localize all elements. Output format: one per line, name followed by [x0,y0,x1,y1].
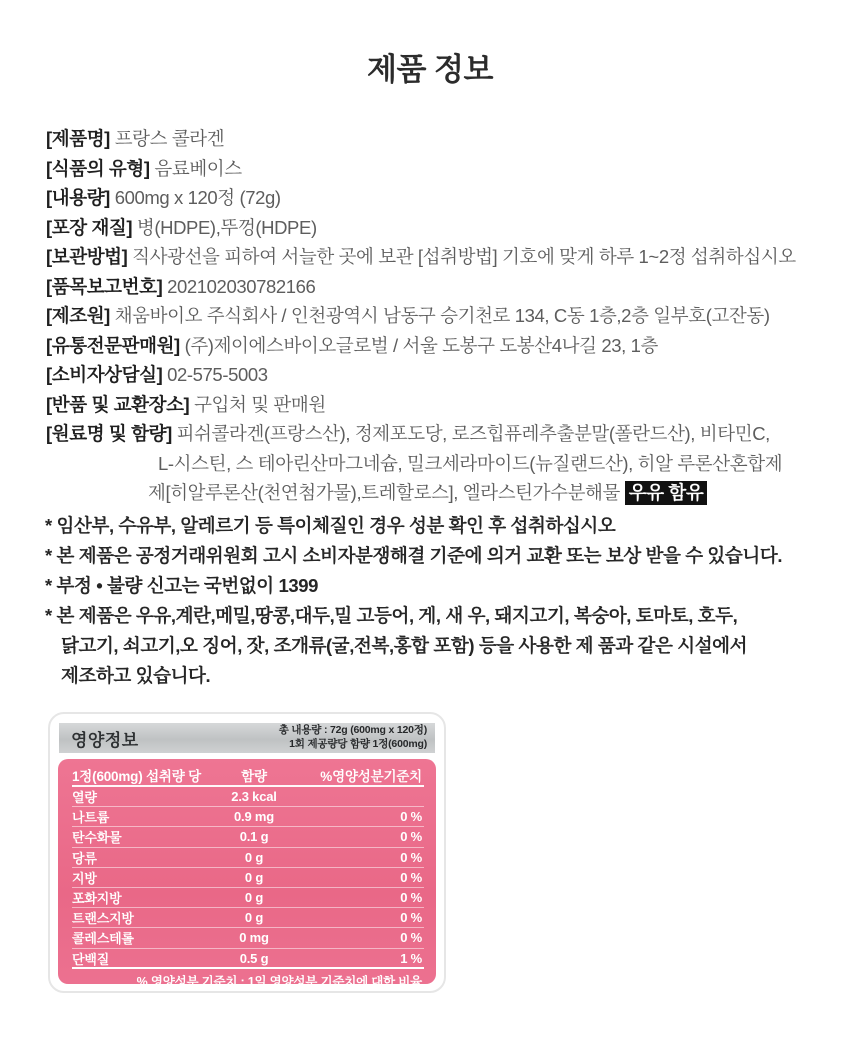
info-row-distributor [46,331,846,361]
field-label: [제조원] [46,305,110,326]
nutrition-row-sugars: 당류 0 g 0 % [72,848,424,868]
ingredients-text: 제[히알루론산(천연첨가물),트레할로스], 엘라스틴가수분해물 [148,482,620,503]
field-value: 02-575-5003 [167,364,268,385]
field-value: 피쉬콜라겐(프랑스산), 정제포도당, 로즈힙퓨레추출분말(폴란드산), 비타민C, [176,423,770,444]
allergen-milk-badge: 우유 함유 [625,481,708,505]
field-label: [포장 재질] [46,216,133,238]
field-label: [식품의 유형] [46,157,150,179]
nutrition-table-header-row [72,764,424,787]
field-value: 음료베이스 [154,157,242,179]
field-label: [유통전문판매원] [46,334,180,356]
info-row-ingredients [46,419,846,449]
info-row-report-number [46,272,846,302]
nutrition-row-carbohydrate: 탄수화물 0.1 g 0 % [72,827,424,847]
nutrition-row-saturated-fat: 포화지방 0 g 0 % [72,888,424,908]
nutrition-footnote: % 영양성분 기준치 : 1일 영양성분 기준치에 대한 비율 [136,974,422,989]
column-serving: 1정(600mg) 섭취량 당 [72,768,201,784]
info-row-product-name [46,124,846,154]
note-line: * 본 제품은 공정거래위원회 고시 소비자분쟁해결 기준에 의거 교환 또는 보상 받을 수 있습니다. [45,545,783,566]
field-value: (주)제이에스바이오글로벌 / 서울 도봉구 도봉산4나길 23, 1층 [184,334,658,356]
ingredients-continued-line [46,478,846,508]
product-info-list [46,124,846,508]
nutrition-title: 영양정보 [71,730,139,750]
field-label: [반품 및 교환장소] [46,393,190,415]
nutrition-row-protein: 단백질 0.5 g 1 % [72,949,424,969]
field-value: 600mg x 120정 (72g) [114,187,281,208]
nutrition-row-trans-fat: 트랜스지방 0 g 0 % [72,908,424,928]
note-line: * 본 제품은 우유,계란,메밀,땅콩,대두,밀 고등어, 게, 새 우, 돼지고기, 복숭아, 토마토, 호두, [45,605,738,626]
info-row-consumer-center [46,360,846,390]
field-value: 구입처 및 판매원 [194,393,326,415]
info-row-net-content [46,183,846,213]
note-line-continued: 제조하고 있습니다. [61,665,211,686]
caution-notes [45,511,845,691]
column-percent: %영양성분기준치 [320,768,422,784]
field-label: [원료명 및 함량] [46,423,172,444]
nutrition-total-line1: 총 내용량 : 72g (600mg x 120정) [278,724,427,737]
nutrition-row-calories: 열량 2.3 kcal [72,787,424,807]
nutrition-row-cholesterol: 콜레스테롤 0 mg 0 % [72,928,424,948]
info-row-packaging [46,213,846,243]
field-value: 202102030782166 [167,275,316,297]
nutrition-total-line2: 1회 제공량당 함량 1정(600mg) [289,738,427,750]
info-row-manufacturer [46,301,846,331]
nutrition-row-sodium: 나트륨 0.9 mg 0 % [72,807,424,827]
field-label: [보관방법] [46,246,128,267]
column-amount: 함량 [241,768,267,784]
nutrition-facts-label [48,712,446,993]
note-line: * 임산부, 수유부, 알레르기 등 특이체질인 경우 성분 확인 후 섭취하십시오 [45,515,616,536]
info-row-food-type [46,154,846,184]
nutrition-total-content [279,724,427,751]
field-value: 채움바이오 주식회사 / 인천광역시 남동구 승기천로 134, C동 1층,2층 일부호(고잔동) [114,305,770,326]
info-row-storage [46,242,846,272]
ingredients-continued-line: L-시스틴, 스 테아린산마그네슘, 밀크세라마이드(뉴질랜드산), 히알 루론산혼합제 [158,452,783,474]
nutrition-label-header [59,723,435,753]
nutrition-table [58,759,436,989]
nutrition-row-fat: 지방 0 g 0 % [72,868,424,888]
field-label: [품목보고번호] [46,275,163,297]
field-label: [내용량] [46,187,110,208]
info-row-return-place [46,390,846,420]
note-line: * 부정 • 불량 신고는 국번없이 1399 [45,575,319,596]
field-label: [제품명] [46,128,110,149]
field-value: 직사광선을 피하여 서늘한 곳에 보관 [섭취방법] 기호에 맞게 하루 1~2정 섭취하십시오 [132,246,796,267]
note-line-continued: 닭고기, 쇠고기,오 징어, 잣, 조개류(굴,전복,홍합 포함) 등을 사용한 제 품과 같은 시설에서 [61,635,748,656]
page-title: 제품 정보 [367,52,493,87]
field-value: 프랑스 콜라겐 [114,128,225,149]
field-label: [소비자상담실] [46,364,163,385]
field-value: 병(HDPE),뚜껑(HDPE) [136,216,317,238]
